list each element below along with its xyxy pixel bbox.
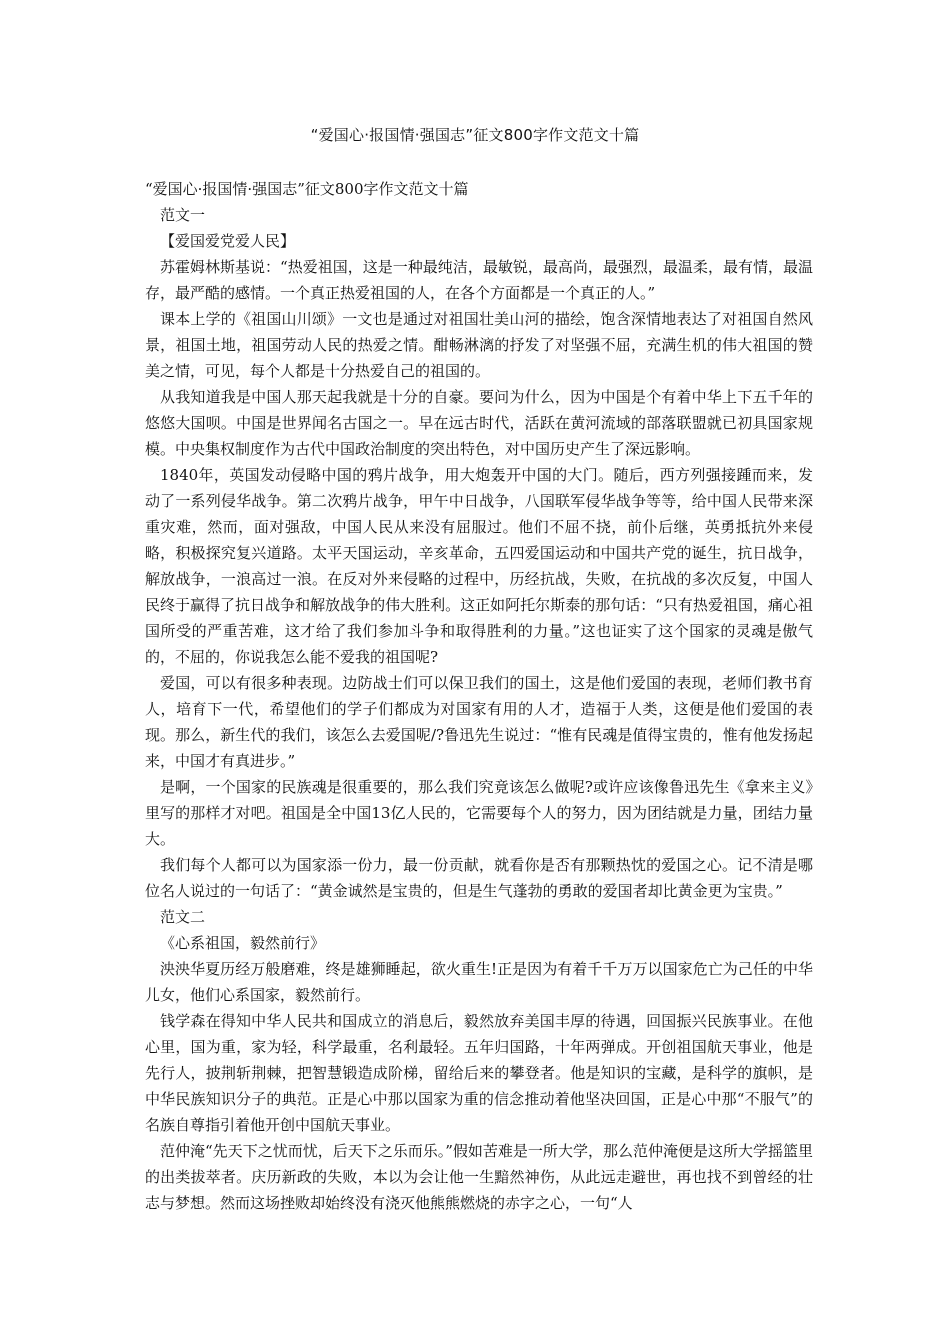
page-title: “爱国心·报国情·强国志”征文800字作文范文十篇: [310, 126, 640, 144]
paragraph: 钱学森在得知中华人民共和国成立的消息后，毅然放弃美国丰厚的待遇，回国振兴民族事业。在他心里，国为重，家为轻，科学最重，名利最轻。五年归国路，十年两弹成。开创祖国航天事业，他是先行人，披荆斩荆棘，把智慧锻造成阶梯，留给后来的攀登者。他是知识的宝藏，是科学的旗帜，是中华民族知识分子的典范。正是心中那以国家为重的信念推动着他坚决回国，正是心中那“不服气”的名族自尊指引着他开创中国航天事业。: [145, 1012, 813, 1134]
essay-title: 【爱国爱党爱人民】: [160, 232, 296, 250]
paragraph: 苏霍姆林斯基说：“热爱祖国，这是一种最纯洁，最敏锐，最高尚，最强烈，最温柔，最有情，最温存，最严酷的感情。一个真正热爱祖国的人，在各个方面都是一个真正的人。”: [145, 258, 813, 302]
paragraph: 爱国，可以有很多种表现。边防战士们可以保卫我们的国土，这是他们爱国的表现，老师们教书育人，培育下一代，希望他们的学子们都成为对国家有用的人才，造福于人类，这便是他们爱国的表现。那么，新生代的我们，该怎么去爱国呢/?鲁迅先生说过：“惟有民魂是值得宝贵的，惟有他发扬起来，中国才有真进步。”: [145, 674, 813, 770]
essay-title: 《心系祖国，毅然前行》: [160, 934, 326, 952]
paragraph: 课本上学的《祖国山川颂》一文也是通过对祖国壮美山河的描绘，饱含深情地表达了对祖国自然风景，祖国土地，祖国劳动人民的热爱之情。酣畅淋漓的抒发了对坚强不屈，充满生机的伟大祖国的赞美之情，可见，每个人都是十分热爱自己的祖国的。: [145, 310, 813, 380]
body-heading: “爱国心·报国情·强国志”征文800字作文范文十篇: [145, 180, 469, 198]
paragraph: 是啊，一个国家的民族魂是很重要的，那么我们究竟该怎么做呢?或许应该像鲁迅先生《拿来主义》里写的那样才对吧。祖国是全中国13亿人民的，它需要每个人的努力，因为团结就是力量，团结力量大。: [145, 778, 813, 848]
section-label: 范文二: [160, 908, 206, 926]
paragraph: 1840年，英国发动侵略中国的鸦片战争，用大炮轰开中国的大门。随后，西方列强接踵而来，发动了一系列侵华战争。第二次鸦片战争，甲午中日战争，八国联军侵华战争等等，给中国人民带来深重灾难，然而，面对强敌，中国人民从来没有屈服过。他们不屈不挠，前仆后继，英勇抵抗外来侵略，积极探究复兴道路。太平天国运动，辛亥革命，五四爱国运动和中国共产党的诞生，抗日战争，解放战争，一浪高过一浪。在反对外来侵略的过程中，历经抗战，失败，在抗战的多次反复，中国人民终于赢得了抗日战争和解放战争的伟大胜利。这正如阿托尔斯泰的那句话：“只有热爱祖国，痛心祖国所受的严重苦难，这才给了我们参加斗争和取得胜利的力量。”这也证实了这个国家的灵魂是傲气的，不屈的，你说我怎么能不爱我的祖国呢?: [145, 466, 813, 666]
document-body: [145, 176, 813, 1216]
paragraph: 泱泱华夏历经万般磨难，终是雄狮睡起，欲火重生!正是因为有着千千万万以国家危亡为己任的中华儿女，他们心系国家，毅然前行。: [145, 960, 813, 1004]
paragraph: 范仲淹“先天下之忧而忧，后天下之乐而乐。”假如苦难是一所大学，那么范仲淹便是这所大学摇篮里的出类拔萃者。庆历新政的失败，本以为会让他一生黯然神伤，从此远走避世，再也找不到曾经的壮志与梦想。然而这场挫败却始终没有浇灭他熊熊燃烧的赤字之心，一句“人: [145, 1142, 813, 1212]
paragraph: 我们每个人都可以为国家添一份力，最一份贡献，就看你是否有那颗热忱的爱国之心。记不清是哪位名人说过的一句话了：“黄金诚然是宝贵的，但是生气蓬勃的勇敢的爱国者却比黄金更为宝贵。”: [145, 856, 813, 900]
paragraph: 从我知道我是中国人那天起我就是十分的自豪。要问为什么，因为中国是个有着中华上下五千年的悠悠大国呗。中国是世界闻名古国之一。早在远古时代，活跃在黄河流域的部落联盟就已初具国家规模。中央集权制度作为古代中国政治制度的突出特色，对中国历史产生了深远影响。: [145, 388, 813, 458]
section-label: 范文一: [160, 206, 206, 224]
